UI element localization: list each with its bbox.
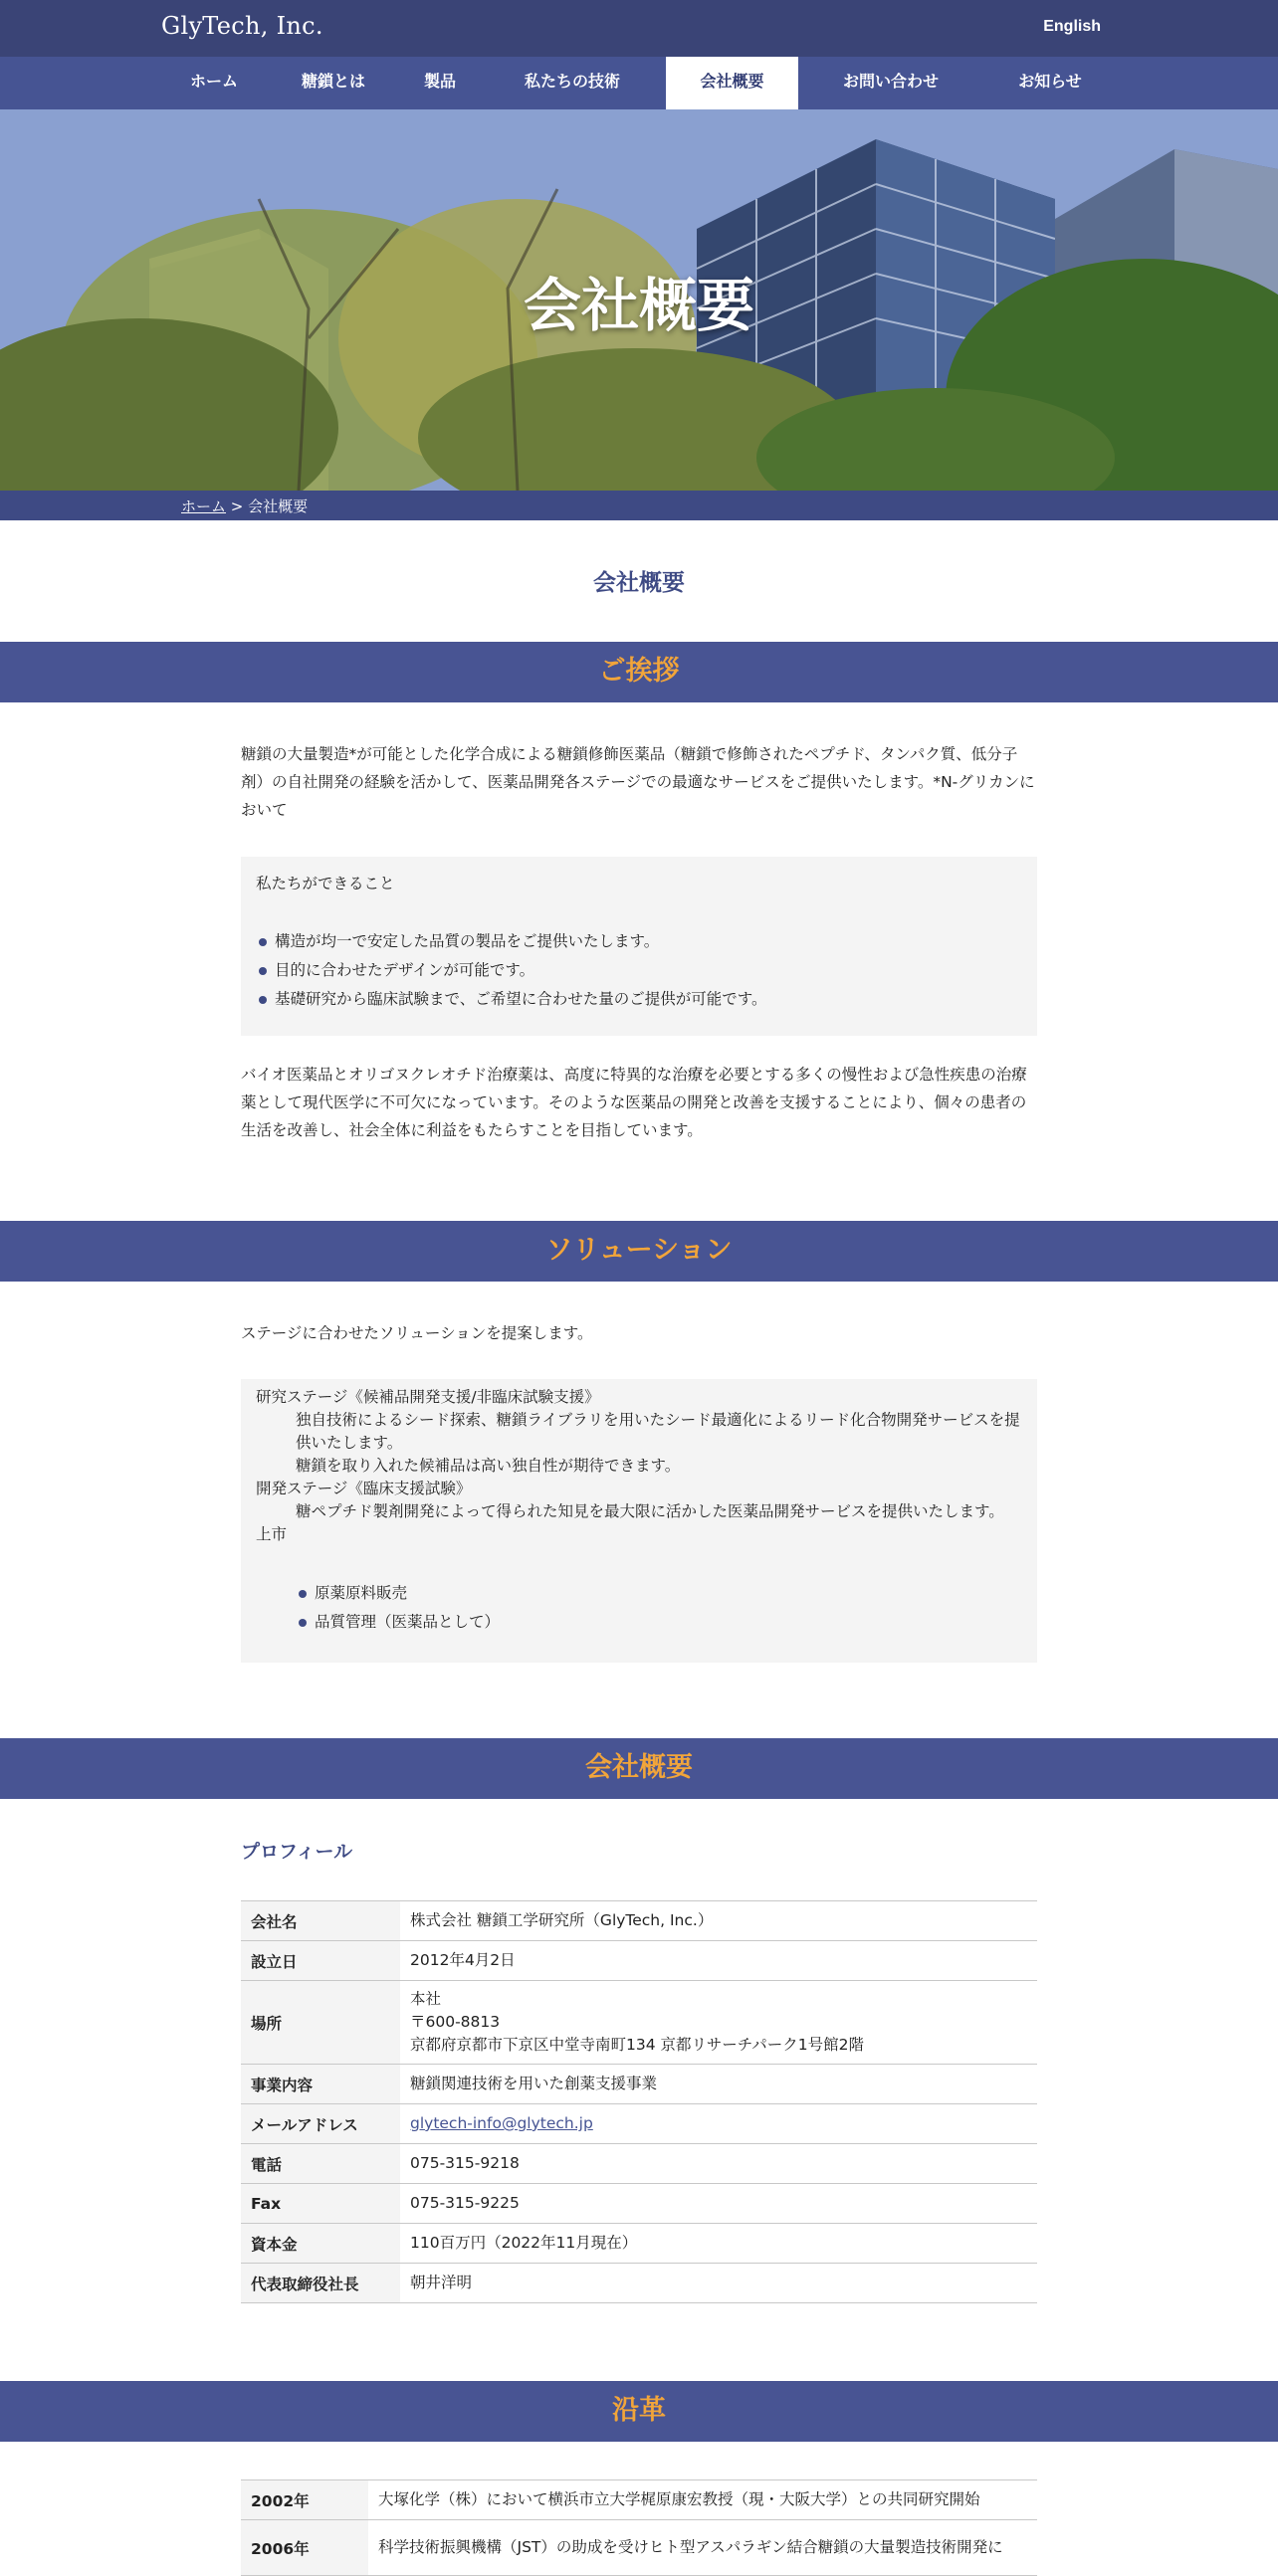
table-row (241, 1981, 1037, 2065)
nav-item-contact[interactable]: お問い合わせ (842, 72, 939, 91)
stage-development-title: 開発ステージ《臨床支援試験》 (256, 1480, 472, 1497)
table-row (241, 2184, 1037, 2224)
stage-research-note: 糖鎖を取り入れた候補品は高い独自性が期待できます。 (296, 1457, 681, 1475)
breadcrumb-home-link[interactable]: ホーム (181, 497, 227, 515)
table-row (241, 2264, 1037, 2303)
greeting-intro: 糖鎖の大量製造*が可能とした化学合成による糖鎖修飾医薬品（糖鎖で修飾されたペプチド、タンパク質、低分子剤）の自社開発の経験を活かして、医薬品開発各ステージでの最適なサービスをご提供いたします。*N-グリカンにおいて (241, 745, 1035, 819)
history-text: 大塚化学（株）において横浜市立大学梶原康宏教授（現・大阪大学）との共同研究開始 (368, 2480, 1037, 2520)
table-row (241, 2224, 1037, 2264)
nav-item-technology[interactable]: 私たちの技術 (524, 72, 620, 91)
row-value: 075-315-9218 (400, 2144, 1037, 2184)
list-item: 目的に合わせたデザインが可能です。 (256, 956, 1022, 985)
list-item: 構造が均一で安定した品質の製品をご提供いたします。 (256, 927, 1022, 956)
section-solution-heading: ソリューション (0, 1221, 1278, 1282)
nav-item-home[interactable]: ホーム (189, 72, 238, 91)
solution-stages (256, 1386, 1022, 1546)
section-history-heading: 沿革 (0, 2381, 1278, 2442)
capabilities-list (256, 927, 1022, 1014)
row-value: 2012年4月2日 (400, 1941, 1037, 1981)
profile-heading: プロフィール (241, 1841, 353, 1863)
stage-development-text: 糖ペプチド製剤開発によって得られた知見を最大限に活かした医薬品開発サービスを提供いたします。 (296, 1502, 1004, 1520)
row-value: 075-315-9225 (400, 2184, 1037, 2224)
page-title: 会社概要 (593, 570, 685, 596)
history-text: 科学技術振興機構（JST）の助成を受けヒト型アスパラギン結合糖鎖の大量製造技術開発に (368, 2520, 1037, 2576)
hero-banner (0, 109, 1278, 491)
table-row (241, 1901, 1037, 1941)
stage-research-text: 独自技術によるシード探索、糖鎖ライブラリを用いたシード最適化によるリード化合物開発サービスを提供いたします。 (296, 1411, 1020, 1452)
row-label: 電話 (241, 2144, 400, 2184)
profile-table (241, 1900, 1037, 2303)
company-logo[interactable]: GlyTech, Inc. (161, 12, 323, 40)
history-table (241, 2479, 1037, 2576)
list-item: 品質管理（医薬品として） (296, 1608, 992, 1637)
table-row (241, 2480, 1037, 2520)
row-value: 糖鎖関連技術を用いた創薬支援事業 (400, 2065, 1037, 2104)
row-label: 設立日 (241, 1941, 400, 1981)
table-row (241, 2144, 1037, 2184)
nav-item-news[interactable]: お知らせ (1018, 72, 1082, 91)
history-year: 2006年 (241, 2520, 368, 2576)
row-value: 朝井洋明 (400, 2264, 1037, 2303)
breadcrumb-current: 会社概要 (248, 497, 309, 515)
solution-box (241, 1379, 1037, 1663)
nav-item-about-glycans[interactable]: 糖鎖とは (301, 72, 365, 91)
address-line: 本社 (410, 1990, 442, 2008)
list-item: 基礎研究から臨床試験まで、ご希望に合わせた量のご提供が可能です。 (256, 985, 1022, 1014)
section-greeting-heading: ご挨拶 (0, 642, 1278, 702)
row-label: 場所 (241, 1981, 400, 2065)
table-row (241, 2104, 1037, 2144)
top-bar (0, 0, 1278, 57)
breadcrumb-bar (0, 491, 1278, 520)
address-line: 〒600-8813 (410, 2013, 501, 2031)
row-label: メールアドレス (241, 2104, 400, 2144)
row-label: 代表取締役社長 (241, 2264, 400, 2303)
nav-item-products[interactable]: 製品 (423, 72, 456, 91)
breadcrumb (181, 495, 308, 516)
row-label: Fax (241, 2184, 400, 2224)
email-link[interactable]: glytech-info@glytech.jp (410, 2114, 593, 2132)
breadcrumb-separator: > (226, 497, 249, 515)
main-nav (0, 57, 1278, 109)
row-value: 株式会社 糖鎖工学研究所（GlyTech, Inc.） (400, 1901, 1037, 1941)
table-row (241, 1941, 1037, 1981)
nav-item-company[interactable]: 会社概要 (666, 57, 798, 109)
address-line: 京都府京都市下京区中堂寺南町134 京都リサーチパーク1号館2階 (410, 2036, 864, 2054)
section-company-heading: 会社概要 (0, 1738, 1278, 1799)
row-label: 資本金 (241, 2224, 400, 2264)
hero-title: 会社概要 (523, 272, 754, 339)
solution-intro: ステージに合わせたソリューションを提案します。 (241, 1324, 593, 1342)
list-item: 原薬原料販売 (296, 1579, 992, 1608)
row-value: 110百万円（2022年11月現在） (400, 2224, 1037, 2264)
stage-research-title: 研究ステージ《候補品開発支援/非臨床試験支援》 (256, 1388, 600, 1406)
row-label: 会社名 (241, 1901, 400, 1941)
stage-market-title: 上市 (256, 1525, 288, 1543)
table-row (241, 2065, 1037, 2104)
history-year: 2002年 (241, 2480, 368, 2520)
row-label: 事業内容 (241, 2065, 400, 2104)
capabilities-box (241, 857, 1037, 1036)
row-value (400, 2104, 1037, 2144)
table-row (241, 2520, 1037, 2576)
market-list (296, 1579, 992, 1637)
greeting-closing: バイオ医薬品とオリゴヌクレオチド治療薬は、高度に特異的な治療を必要とする多くの慢性および急性疾患の治療薬として現代医学に不可欠になっています。そのような医薬品の開発と改善を支援することにより、個々の患者の生活を改善し、社会全体に利益をもたらすことを目指しています。 (241, 1066, 1027, 1139)
row-value (400, 1981, 1037, 2065)
capabilities-title: 私たちができること (256, 875, 395, 892)
english-link[interactable]: English (1043, 18, 1101, 35)
